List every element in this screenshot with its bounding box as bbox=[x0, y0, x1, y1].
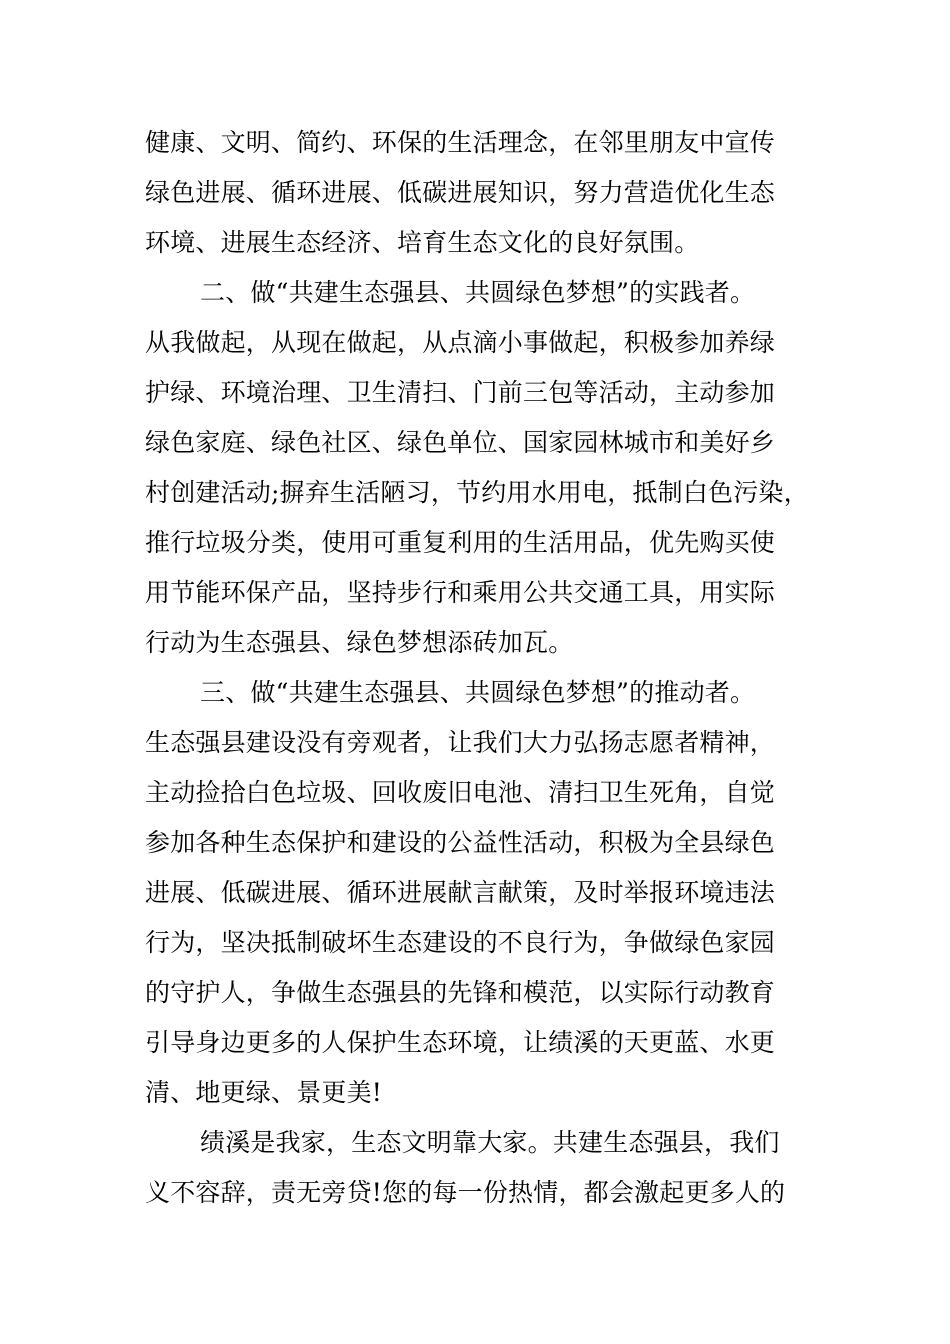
text-line: 参加各种生态保护和建设的公益性活动，积极为全县绿色 bbox=[145, 828, 776, 857]
text-line: 村创建活动;摒弃生活陋习，节约用水用电，抵制白色污染， bbox=[145, 478, 809, 507]
text-line: 推行垃圾分类，使用可重复利用的生活用品，优先购买使 bbox=[145, 528, 776, 557]
text-line: 健康、文明、简约、环保的生活理念，在邻里朋友中宣传 bbox=[145, 128, 776, 157]
text-line: 进展、低碳进展、循环进展献言献策，及时举报环境违法 bbox=[145, 878, 776, 907]
text-line: 行为，坚决抵制破坏生态建设的不良行为，争做绿色家园 bbox=[145, 928, 776, 957]
text-line: 行动为生态强县、绿色梦想添砖加瓦。 bbox=[145, 628, 574, 657]
text-line: 主动捡拾白色垃圾、回收废旧电池、清扫卫生死角，自觉 bbox=[145, 778, 776, 807]
text-line: 生态强县建设没有旁观者，让我们大力弘扬志愿者精神， bbox=[145, 728, 776, 757]
text-line: 义不容辞，责无旁贷!您的每一份热情，都会激起更多人的 bbox=[145, 1178, 786, 1207]
text-line: 从我做起，从现在做起，从点滴小事做起，积极参加养绿 bbox=[145, 328, 776, 357]
paragraph-start-line: 绩溪是我家，生态文明靠大家。共建生态强县，我们 bbox=[200, 1128, 780, 1157]
text-line: 绿色家庭、绿色社区、绿色单位、国家园林城市和美好乡 bbox=[145, 428, 776, 457]
text-line: 引导身边更多的人保护生态环境，让绩溪的天更蓝、水更 bbox=[145, 1028, 776, 1057]
text-line: 环境、进展生态经济、培育生态文化的良好氛围。 bbox=[145, 228, 700, 257]
text-line: 清、地更绿、景更美! bbox=[145, 1078, 383, 1107]
section-heading-line: 三、做“共建生态强县、共圆绿色梦想”的推动者。 bbox=[200, 678, 756, 707]
text-line: 绿色进展、循环进展、低碳进展知识，努力营造优化生态 bbox=[145, 178, 776, 207]
text-line: 的守护人，争做生态强县的先锋和模范，以实际行动教育 bbox=[145, 978, 776, 1007]
section-heading-line: 二、做“共建生态强县、共圆绿色梦想”的实践者。 bbox=[200, 278, 756, 307]
text-line: 护绿、环境治理、卫生清扫、门前三包等活动，主动参加 bbox=[145, 378, 776, 407]
text-line: 用节能环保产品，坚持步行和乘用公共交通工具，用实际 bbox=[145, 578, 776, 607]
